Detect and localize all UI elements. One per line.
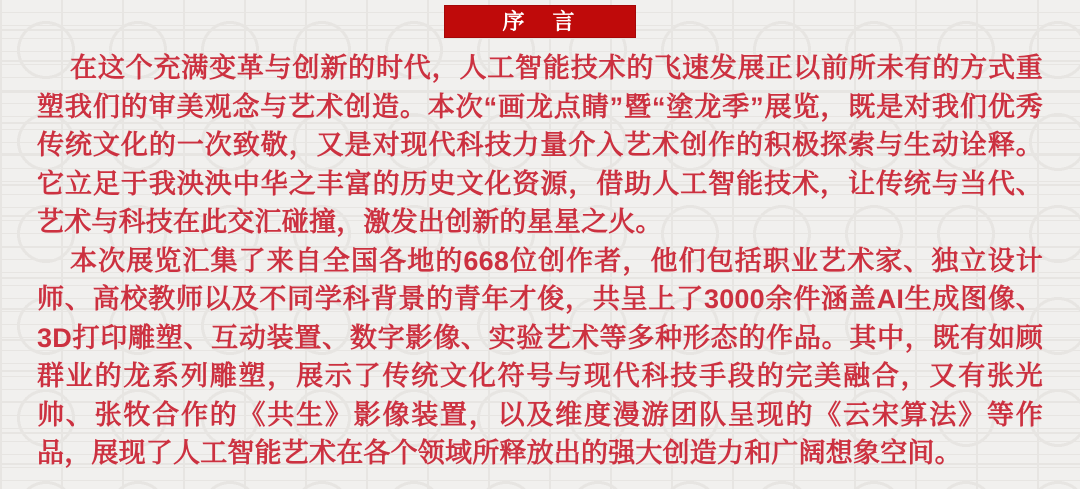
paragraph-intro: 在这个充满变革与创新的时代，人工智能技术的飞速发展正以前所未有的方式重塑我们的审美观念与艺术创造。本次“画龙点睛”暨“塗龙季”展览，既是对我们优秀传统文化的一次致敬，又是对现代科技力量介入艺术创作的积极探索与生动诠释。它立足于我泱泱中华之丰富的历史文化资源，借助人工智能技术，让传统与当代、艺术与科技在此交汇碰撞，激发出创新的星星之火。 [37, 53, 1043, 237]
paragraph-exhibition-details: 本次展览汇集了来自全国各地的668位创作者，他们包括职业艺术家、独立设计师、高校教师以及不同学科背景的青年才俊，共呈上了3000余件涵盖AI生成图像、3D打印雕塑、互动装置、数字影像、实验艺术等多种形态的作品。其中，既有如顾群业的龙系列雕塑，展示了传统文化符号与现代科技手段的完美融合，又有张光帅、张牧合作的《共生》影像装置，以及维度漫游团队呈现的《云宋算法》等作品，展现了人工智能艺术在各个领域所释放出的强大创造力和广阔想象空间。 [37, 245, 1043, 468]
section-title-banner [444, 5, 636, 38]
preface-body [0, 49, 1080, 473]
section-title: 序 言 [502, 8, 578, 34]
